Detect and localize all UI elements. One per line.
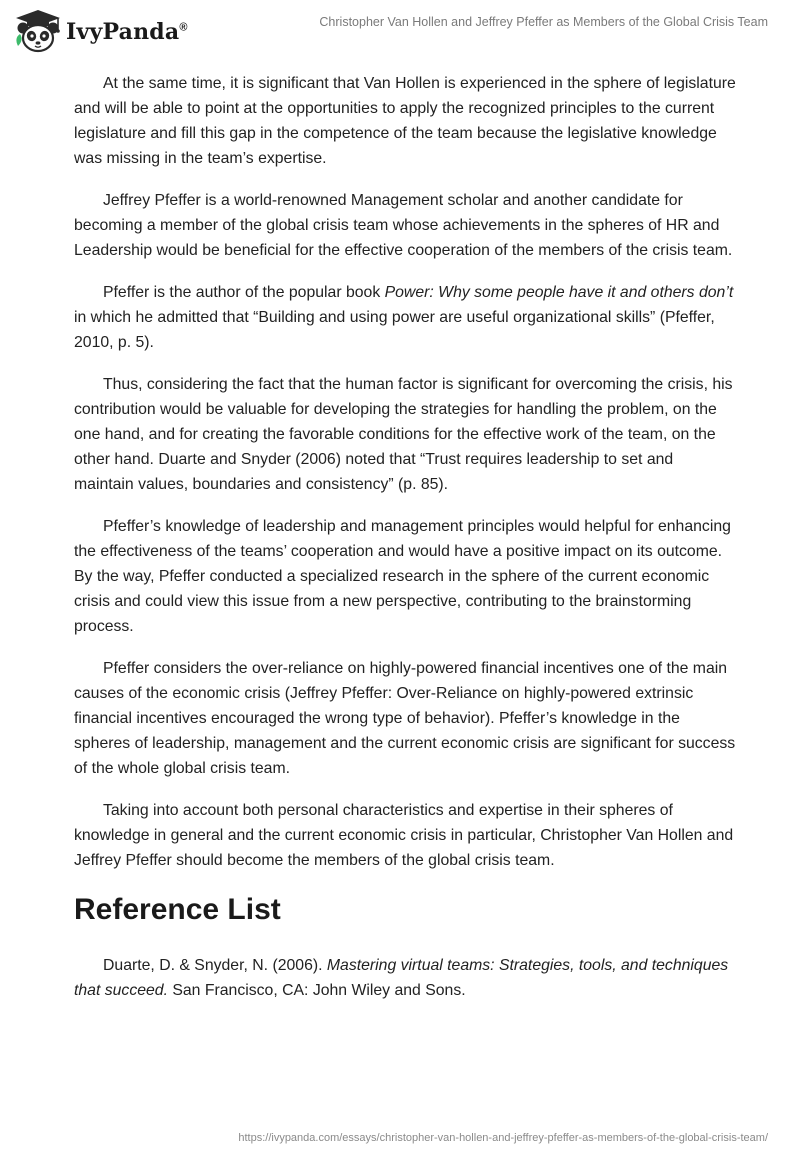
essay-body	[74, 71, 736, 1020]
panda-graduate-logo-icon	[12, 8, 64, 54]
body-paragraph-1: At the same time, it is significant that Van Hollen is experienced in the sphere of legislature and will be able to point at the opportunities to apply the recognized principles to the current legislature and fill this gap in the competence of the team because the legislative knowledge was missing in the team’s expertise.	[74, 75, 736, 167]
page-header	[0, 0, 800, 62]
reference-title: Mastering virtual teams: Strategies, tools, and techniques that succeed.	[74, 957, 729, 999]
registered-mark: ®	[179, 21, 188, 34]
paragraph-3-text-start: Pfeffer is the author of the popular book	[103, 284, 385, 301]
body-paragraph-3	[74, 280, 736, 355]
logo-text: IvyPanda	[66, 19, 180, 45]
body-paragraph-4: Thus, considering the fact that the human factor is significant for overcoming the crisis, his contribution would be valuable for developing the strategies for handling the problem, on the one hand, and for creating the favorable conditions for the effective work of the team, on the other hand. Duarte and Snyder (2006) noted that “Trust requires leadership to set and maintain values, boundaries and consistency” (p. 85).	[74, 376, 733, 493]
ivypanda-logo[interactable]	[12, 8, 188, 54]
reference-publisher: San Francisco, CA: John Wiley and Sons.	[167, 982, 466, 999]
document-title: Christopher Van Hollen and Jeffrey Pfeffer as Members of the Global Crisis Team	[319, 15, 768, 29]
paragraph-3-text-end: in which he admitted that “Building and using power are useful organizational skills” (Pfeffer, 2010, p. 5).	[74, 309, 715, 351]
body-paragraph-5: Pfeffer’s knowledge of leadership and management principles would helpful for enhancing the effectiveness of the teams’ cooperation and would have a positive impact on its outcome. By the way, Pfeffer conducted a specialized research in the sphere of the current economic crisis and could view this issue from a new perspective, contributing to the brainstorming process.	[74, 518, 731, 635]
reference-entry	[74, 953, 736, 1003]
book-title: Power: Why some people have it and others don’t	[384, 284, 734, 301]
body-paragraph-7: Taking into account both personal characteristics and expertise in their spheres of knowledge in general and the current economic crisis in particular, Christopher Van Hollen and Jeffrey Pfeffer should become the members of the global crisis team.	[74, 802, 734, 869]
reference-authors: Duarte, D. & Snyder, N. (2006).	[103, 957, 327, 974]
logo-wordmark	[66, 19, 188, 45]
body-paragraph-6: Pfeffer considers the over-reliance on highly-powered financial incentives one of the main causes of the economic crisis (Jeffrey Pfeffer: Over-Reliance on highly-powered extrinsic financial incentives encouraged the wrong type of behavior). Pfeffer’s knowledge in the spheres of leadership, management and the current economic crisis are significant for success of the whole global crisis team.	[74, 660, 736, 777]
source-url-link[interactable]: https://ivypanda.com/essays/christopher-van-hollen-and-jeffrey-pfeffer-as-members-of-the-global-crisis-team/	[238, 1132, 768, 1144]
reference-list-heading: Reference List	[74, 893, 281, 926]
body-paragraph-2: Jeffrey Pfeffer is a world-renowned Management scholar and another candidate for becoming a member of the global crisis team whose achievements in the spheres of HR and Leadership would be beneficial for the effective cooperation of the members of the crisis team.	[74, 192, 733, 259]
